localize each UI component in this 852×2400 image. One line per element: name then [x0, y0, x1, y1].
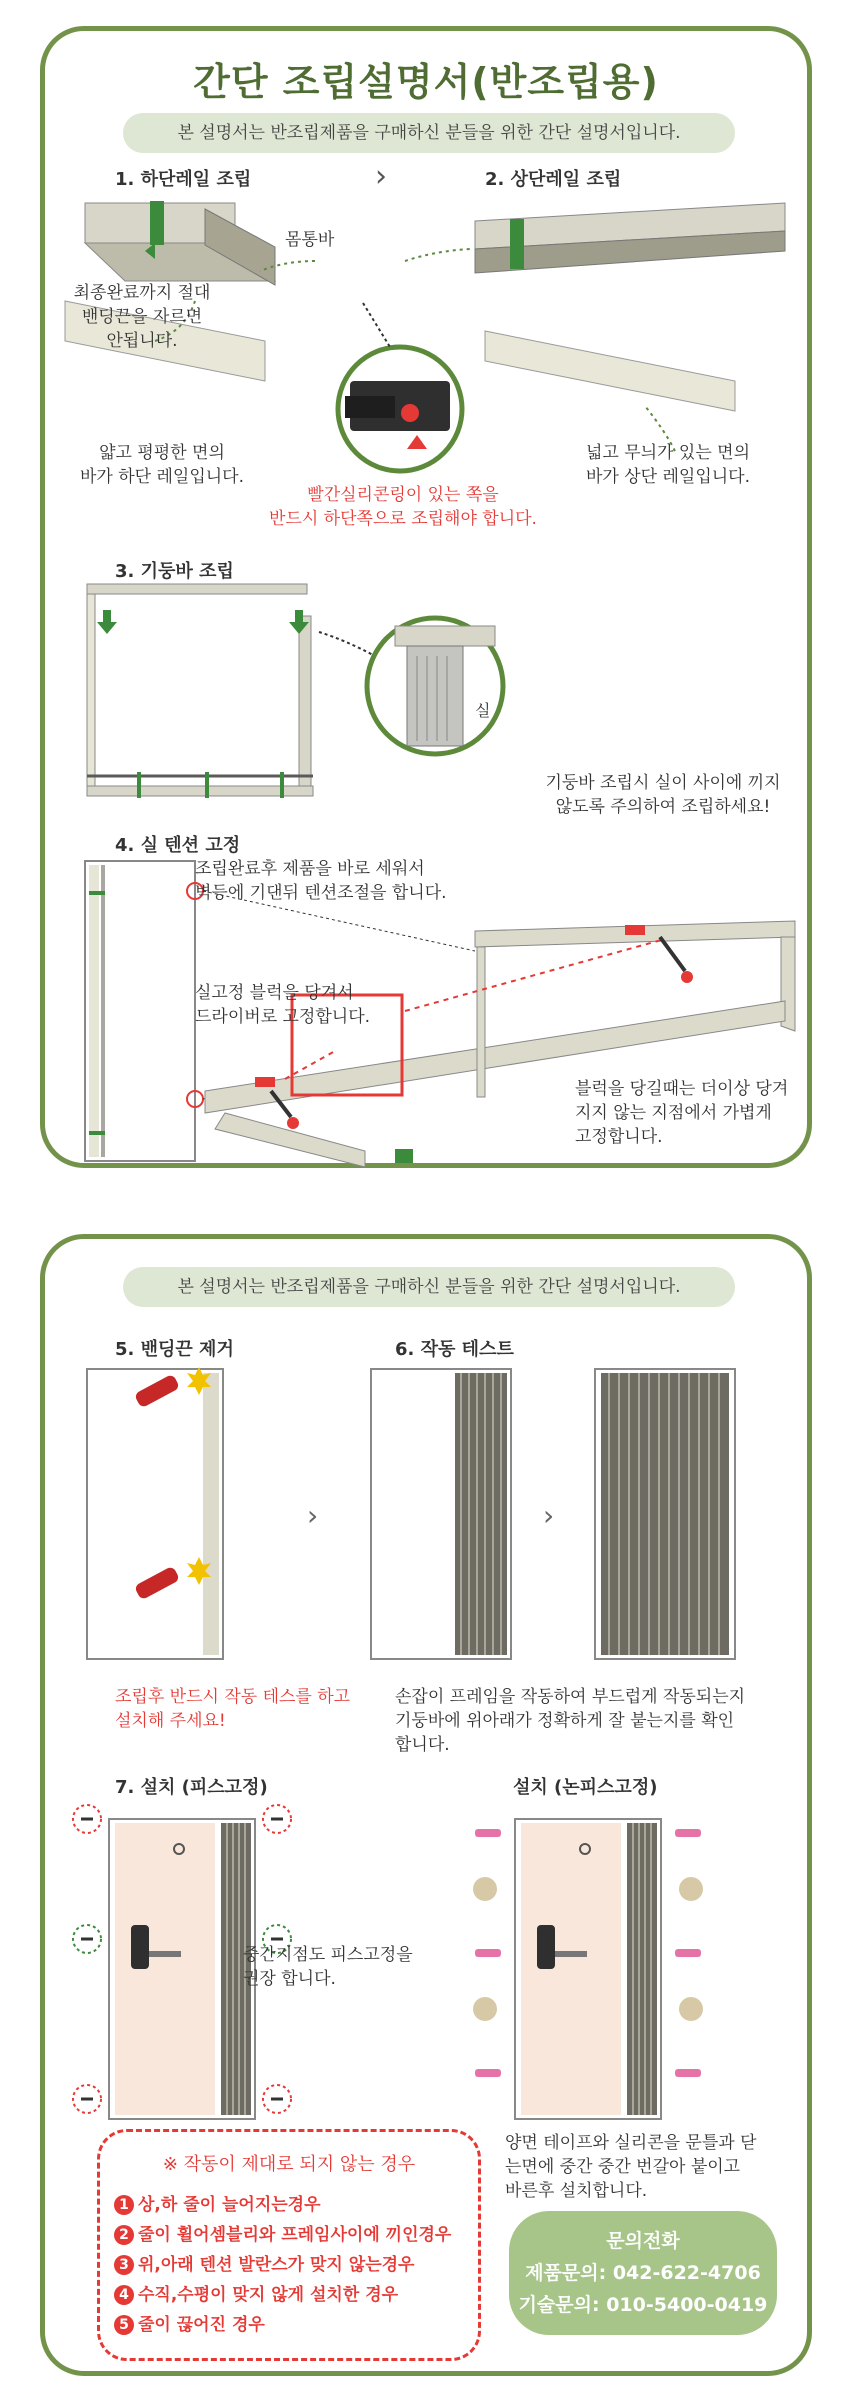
tension-caption: 조립완료후 제품을 바로 세워서 벽등에 기댄뒤 텐션조절을 합니다.: [195, 859, 447, 903]
top-rail-caption: 넓고 무늬가 있는 면의 바가 상단 레일입니다.: [585, 443, 750, 487]
contact-tech: 기술문의: 010-5400-0419: [518, 2294, 768, 2316]
installation-guide-panel: [40, 1234, 812, 2376]
malfunction-item: 5 줄이 끊어진 경우: [114, 2310, 265, 2335]
step-7-heading: 7. 설치 (피스고정): [115, 1777, 268, 1798]
mid-screw-caption: 중간지점도 피스고정을 권장 합니다.: [243, 1945, 413, 1989]
test-caption: 조립후 반드시 작동 테스를 하고 설치해 주세요!: [115, 1687, 351, 1731]
banding-strap-left: [150, 201, 164, 245]
step-3-heading: 3. 기둥바 조립: [115, 561, 234, 582]
page-title: 간단 조립설명서(반조립용): [193, 60, 659, 104]
screwdriver-icon: [660, 937, 685, 971]
assembly-guide-panel: [40, 26, 812, 1168]
tape-caption: 양면 테이프와 실리콘을 문틀과 닫 는면에 중간 중간 번갈아 붙이고 바른후 설치합니다.: [505, 2133, 757, 2201]
malfunction-item: 3 위,아래 텐션 발란스가 맞지 않는경우: [114, 2250, 414, 2275]
block-caption: 실고정 블럭을 당겨서 드라이버로 고정합니다.: [195, 983, 371, 1027]
install-illustration: [45, 1799, 817, 2119]
thread-label: 실: [475, 701, 491, 720]
frame-step-5: [87, 1369, 223, 1659]
malfunction-item: 2 줄이 휠어셈블리와 프레임사이에 끼인경우: [114, 2220, 451, 2245]
test-illustration: [45, 1359, 817, 1669]
step-5-heading: 5. 밴딩끈 제거: [115, 1339, 234, 1360]
banding-warning: 최종완료까지 절대 밴딩끈을 자르면 안됩니다.: [73, 283, 211, 351]
door-lock-icon: [131, 1925, 149, 1969]
pillar-caption: 기둥바 조립시 실이 사이에 끼지 않도록 주의하여 조립하세요!: [545, 773, 781, 817]
red-block: [255, 1077, 275, 1087]
malfunction-item: 4 수직,수평이 맞지 않게 설치한 경우: [114, 2280, 398, 2305]
step-1-heading: 1. 하단레일 조립: [115, 169, 252, 190]
contact-product: 제품문의: 042-622-4706: [525, 2262, 761, 2284]
malfunction-title: ※ 작동이 제대로 되지 않는 경우: [162, 2154, 416, 2175]
top-rail-frame: [87, 584, 307, 594]
body-bar-label: 몸통바: [285, 230, 335, 250]
red-block: [625, 925, 645, 935]
contact-title: 문의전화: [606, 2230, 680, 2252]
malfunction-box: [97, 2129, 481, 2361]
chevron-right-icon: ›: [307, 1499, 319, 1532]
step-4-heading: 4. 실 텐션 고정: [115, 835, 241, 856]
step-7b-heading: 설치 (논피스고정): [513, 1777, 658, 1798]
chevron-right-icon: ›: [375, 159, 387, 194]
down-arrow-icon: [97, 610, 117, 634]
silicone-ring-caption: 빨간실리콘링이 있는 쪽을 반드시 하단쪽으로 조립해야 합니다.: [269, 485, 537, 529]
notice-banner: 본 설명서는 반조립제품을 구매하신 분들을 위한 간단 설명서입니다.: [123, 113, 735, 153]
door-lock-icon: [537, 1925, 555, 1969]
step-2-heading: 2. 상단레일 조립: [485, 169, 622, 190]
contact-box: [509, 2211, 777, 2335]
red-silicone-ring: [401, 404, 419, 422]
step-6-heading: 6. 작동 테스트: [395, 1339, 514, 1360]
chevron-right-icon: ›: [543, 1499, 555, 1532]
bottom-rail-caption: 얇고 평평한 면의 바가 하단 레일입니다.: [79, 443, 244, 487]
bottom-rail-frame: [87, 786, 313, 796]
notice-banner: 본 설명서는 반조립제품을 구매하신 분들을 위한 간단 설명서입니다.: [123, 1267, 735, 1307]
malfunction-item: 1 상,하 줄이 늘어지는경우: [114, 2190, 321, 2215]
top-bar-plate: [485, 331, 735, 411]
pull-caption: 블럭을 당길때는 더이상 당겨 지지 않는 지점에서 가볍게 고정합니다.: [575, 1079, 789, 1147]
banding-strap-right: [510, 219, 524, 269]
pillar-bar: [299, 616, 311, 796]
handle-caption: 손잡이 프레임을 작동하여 부드럽게 작동되는지 기둥바에 위아래가 정확하게 잘 붙는지를 확인 합니다.: [395, 1687, 746, 1755]
